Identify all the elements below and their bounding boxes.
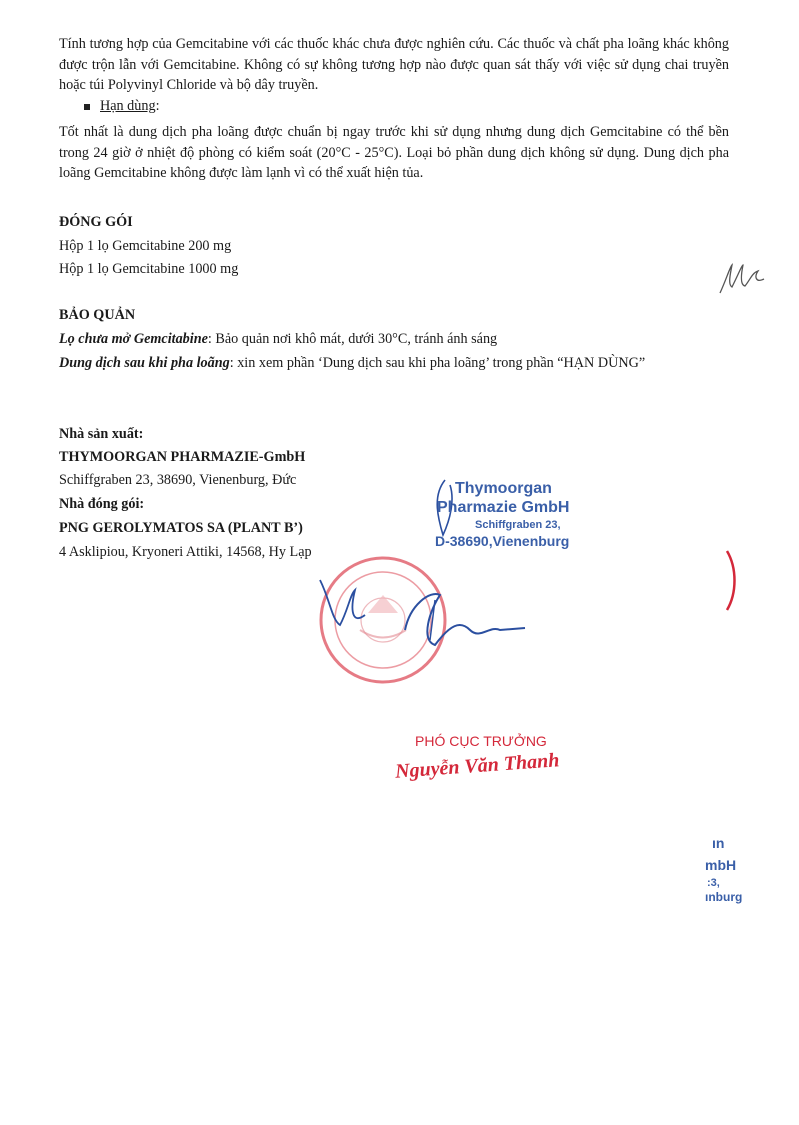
- stamp-line: :3,: [707, 877, 720, 889]
- compatibility-paragraph: Tính tương hợp của Gemcitabine với các thuốc khác chưa được nghiên cứu. Các thuốc và chất pha loãng khác không được trộn lẫn với Gemcitabine. Không có sự không tương hợp nào được quan sát thấy với việc sử dụng chai truyền hoặc túi Polyvinyl Chloride và bộ dây truyền.: [59, 36, 729, 93]
- storage-unopened-text: : Bảo quản nơi khô mát, dưới 30°C, tránh ánh sáng: [207, 331, 498, 347]
- margin-mark: [722, 548, 742, 613]
- stamp-line: Thymoorgan: [455, 480, 552, 497]
- manufacturer-name: THYMOORGAN PHARMAZIE-GmbH: [59, 449, 306, 465]
- company-stamp: [405, 475, 605, 565]
- stamp-line: D-38690,Vienenburg: [435, 533, 570, 549]
- shelf-life-paragraph: Tốt nhất là dung dịch pha loãng được chuẩn bị ngay trước khi sử dụng nhưng dung dịch Gemcitabine có thể bền trong 24 giờ ở nhiệt độ phòng có kiểm soát (20°C - 25°C). Loại bỏ phần dung dịch không sử dụng. Dung dịch pha loãng Gemcitabine không được làm lạnh vì có thể xuất hiện tủa.: [59, 124, 729, 181]
- shelf-life-label: Hạn dùng: [100, 98, 156, 114]
- stamp-line: Schiffgraben 23,: [475, 519, 561, 531]
- manufacturer-address: Schiffgraben 23, 38690, Vienenburg, Đức: [59, 472, 297, 488]
- signatory-title: PHÓ CỤC TRƯỞNG: [415, 733, 547, 749]
- stamp-line: Pharmazie GmbH: [437, 499, 570, 516]
- stamp-line: ınburg: [705, 890, 743, 904]
- packager-label: Nhà đóng gói:: [59, 496, 145, 512]
- shelf-life-colon: :: [155, 98, 160, 114]
- storage-heading: BẢO QUẢN: [59, 307, 136, 323]
- packager-address: 4 Asklipiou, Kryoneri Attiki, 14568, Hy Lạp: [59, 544, 312, 560]
- signatory-name: Nguyễn Văn Thanh: [394, 749, 561, 783]
- partial-company-stamp: [690, 830, 770, 910]
- packaging-heading: ĐÓNG GÓI: [59, 214, 133, 230]
- packaging-item: Hộp 1 lọ Gemcitabine 1000 mg: [59, 261, 239, 277]
- storage-unopened: [59, 329, 729, 350]
- storage-diluted-text: : xin xem phần ‘Dung dịch sau khi pha loãng’ trong phần “HẠN DÙNG”: [229, 355, 646, 371]
- storage-diluted-label: Dung dịch sau khi pha loãng: [59, 355, 230, 371]
- bullet-icon: [84, 104, 90, 110]
- stamp-line: mbH: [705, 857, 737, 873]
- storage-unopened-label: Lọ chưa mở Gemcitabine: [59, 331, 208, 347]
- shelf-life-bullet: [84, 98, 160, 115]
- signature-seal: [310, 570, 540, 670]
- manufacturer-label: Nhà sản xuất:: [59, 426, 144, 442]
- packager-name: PNG GEROLYMATOS SA (PLANT B’): [59, 520, 303, 536]
- packaging-item: Hộp 1 lọ Gemcitabine 200 mg: [59, 238, 232, 254]
- stamp-line: ın: [712, 835, 725, 851]
- storage-diluted: [59, 353, 729, 374]
- margin-initials: [712, 255, 772, 300]
